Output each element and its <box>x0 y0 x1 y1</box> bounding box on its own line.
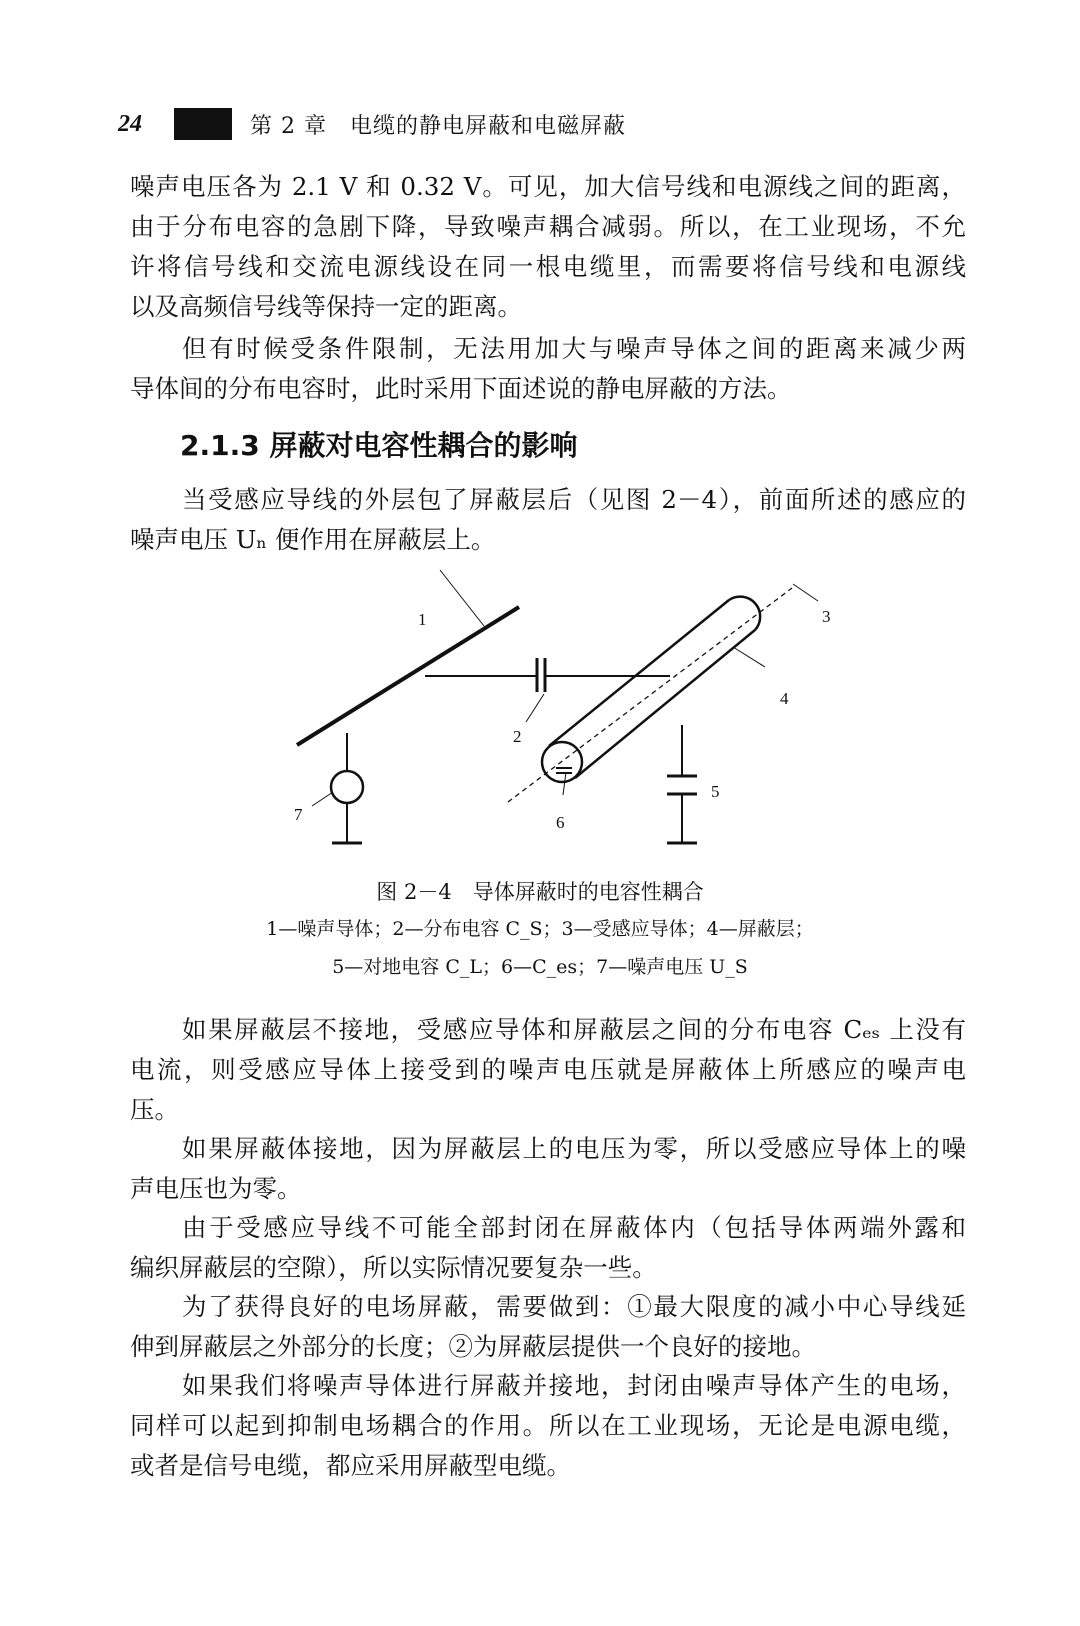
label-4: 4 <box>780 689 789 708</box>
paragraph-6 <box>130 1208 966 1288</box>
label-3: 3 <box>822 607 831 626</box>
text-line: 如果屏蔽体接地，因为屏蔽层上的电压为零，所以受感应导体上的噪 <box>182 1134 966 1163</box>
text-line: 噪声电压各为 2.1 V 和 0.32 V。可见，加大信号线和电源线之间的距离， <box>130 172 966 201</box>
label-6: 6 <box>556 813 565 832</box>
text-line: 但有时候受条件限制，无法用加大与噪声导体之间的距离来减少两 <box>182 334 966 363</box>
text-line: 由于受感应导线不可能全部封闭在屏蔽体内（包括导体两端外露和 <box>182 1213 966 1242</box>
text-line: 为了获得良好的电场屏蔽，需要做到：①最大限度的减小中心导线延 <box>182 1292 966 1321</box>
text-line: 编织屏蔽层的空隙），所以实际情况要复杂一些。 <box>130 1253 657 1282</box>
paragraph-4 <box>130 1010 966 1130</box>
inner-conductor <box>508 588 792 802</box>
text-line: 如果屏蔽层不接地，受感应导体和屏蔽层之间的分布电容 Cₑₛ 上没有 <box>182 1015 966 1044</box>
text-line: 噪声电压 Uₙ 便作用在屏蔽层上。 <box>130 525 496 554</box>
text-line: 声电压也为零。 <box>130 1174 302 1203</box>
figure-legend-line-1: 1—噪声导体；2—分布电容 C_S；3—受感应导体；4—屏蔽层； <box>266 918 814 940</box>
section-heading: 2.1.3 屏蔽对电容性耦合的影响 <box>180 429 578 462</box>
chapter-title: 第 2 章 电缆的静电屏蔽和电磁屏蔽 <box>250 113 626 139</box>
figure-legend-line-2: 5—对地电容 C_L；6—C_es；7—噪声电压 U_S <box>332 956 748 978</box>
noise-source-icon <box>331 771 363 803</box>
text-line: 电流，则受感应导体上接受到的噪声电压就是屏蔽体上所感应的噪声电 <box>130 1055 966 1084</box>
label-2: 2 <box>513 727 522 746</box>
label-7: 7 <box>294 805 303 824</box>
text-line: 伸到屏蔽层之外部分的长度；②为屏蔽层提供一个良好的接地。 <box>130 1332 816 1361</box>
shield-end-cap <box>729 597 760 630</box>
text-line: 当受感应导线的外层包了屏蔽层后（见图 2－4），前面所述的感应的 <box>182 485 966 514</box>
label-1: 1 <box>418 610 427 629</box>
text-line: 由于分布电容的急剧下降，导致噪声耦合减弱。所以，在工业现场，不允 <box>130 212 966 241</box>
paragraph-7 <box>130 1287 966 1367</box>
label-5: 5 <box>711 782 720 801</box>
paragraph-8 <box>130 1366 966 1486</box>
text-line: 如果我们将噪声导体进行屏蔽并接地，封闭由噪声导体产生的电场， <box>182 1371 966 1400</box>
text-line: 同样可以起到抑制电场耦合的作用。所以在工业现场，无论是电源电缆， <box>130 1411 966 1440</box>
page-number: 24 <box>118 110 142 137</box>
paragraph-5 <box>130 1129 966 1209</box>
text-line: 导体间的分布电容时，此时采用下面述说的静电屏蔽的方法。 <box>130 374 792 403</box>
text-line: 或者是信号电缆，都应采用屏蔽型电缆。 <box>130 1451 571 1480</box>
text-line: 许将信号线和交流电源线设在同一根电缆里，而需要将信号线和电源线 <box>130 252 966 281</box>
text-line: 以及高频信号线等保持一定的距离。 <box>130 292 522 321</box>
text-line: 压。 <box>130 1095 179 1124</box>
figure-caption: 图 2－4 导体屏蔽时的电容性耦合 <box>376 880 704 904</box>
